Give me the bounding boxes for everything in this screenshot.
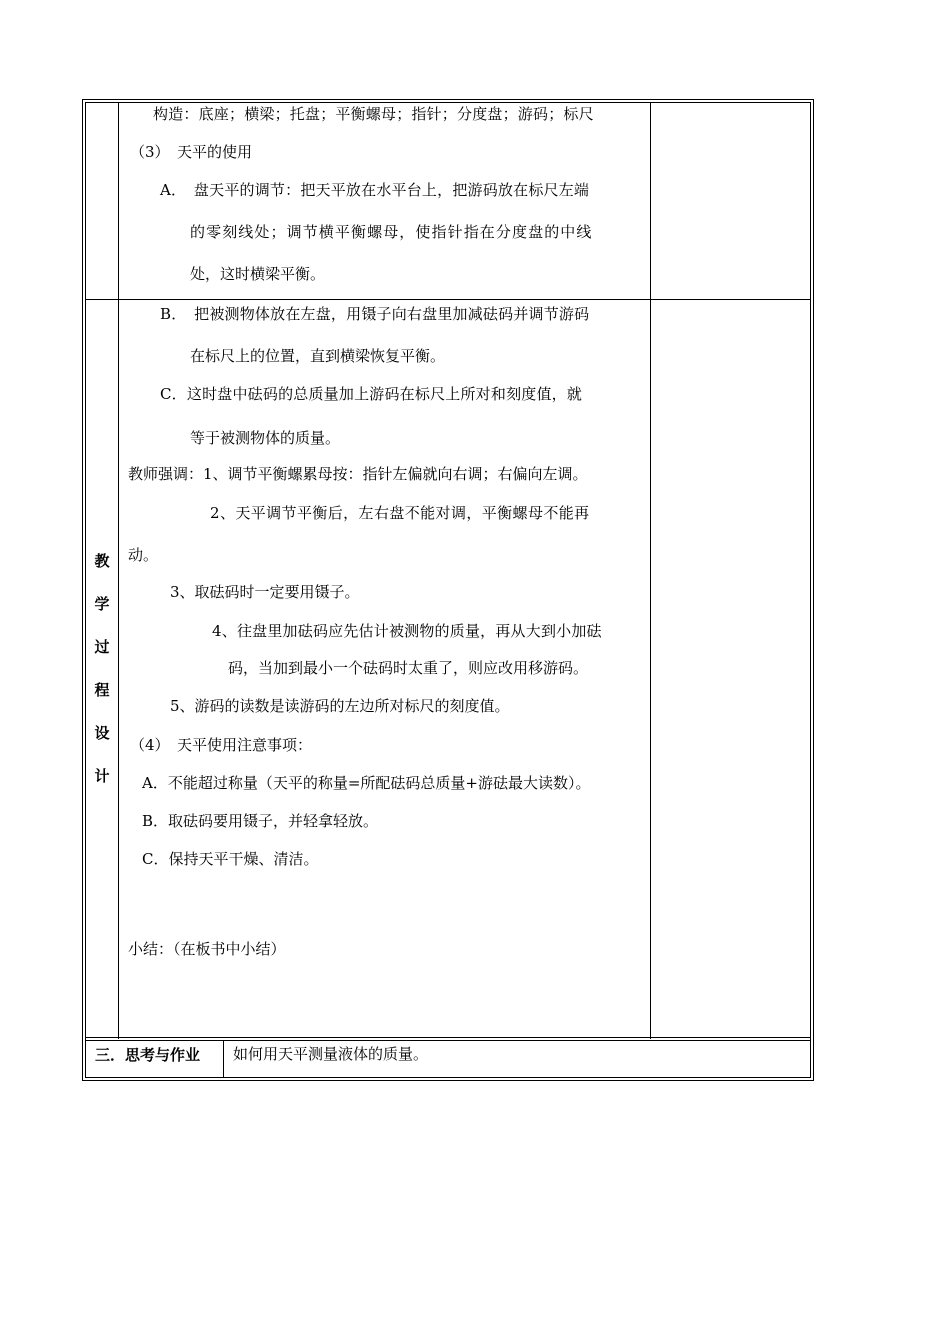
summary-line: 小结：（在板书中小结） (128, 940, 286, 958)
homework-label: 三．思考与作业 (95, 1046, 201, 1064)
teacher-emphasis-3: 3、取砝码时一定要用镊子。 (170, 583, 360, 601)
teacher-emphasis-4-cont: 码，当加到最小一个砝码时太重了，则应改用移游码。 (228, 659, 589, 677)
step-b-line1: B． 把被测物体放在左盘，用镊子向右盘里加减砝码并调节游码 (160, 305, 590, 323)
side-label-char: 过 (94, 638, 110, 656)
teacher-emphasis-5: 5、游码的读数是读游码的左边所对标尺的刻度值。 (170, 697, 510, 715)
table-border-left (82, 99, 83, 1081)
table-border-top-inner (85, 102, 811, 103)
precaution-c: C．保持天平干燥、清洁。 (142, 850, 319, 868)
teacher-emphasis-4: 4、往盘里加砝码应先估计被测物的质量，再从大到小加砝 (212, 622, 602, 640)
teacher-emphasis-2-cont: 动。 (128, 546, 159, 564)
row-divider-2b (85, 1040, 811, 1041)
table-border-right-inner (810, 102, 811, 1078)
step-c-line1: C．这时盘中砝码的总质量加上游码在标尺上所对和刻度值，就 (160, 385, 583, 403)
side-label-char: 计 (94, 767, 110, 785)
column-divider-right (650, 102, 651, 1039)
precaution-a: A．不能超过称量（天平的称量=所配砝码总质量+游砝最大读数）。 (142, 774, 591, 792)
side-label-teaching-process (86, 540, 118, 798)
table-border-top (82, 99, 814, 100)
side-label-char: 程 (94, 681, 110, 699)
homework-column-divider (223, 1040, 224, 1077)
side-label-char: 学 (94, 595, 110, 613)
table-border-right (813, 99, 814, 1081)
step-b-line2: 在标尺上的位置，直到横梁恢复平衡。 (190, 347, 446, 365)
row-divider-1 (85, 299, 811, 300)
homework-content: 如何用天平测量液体的质量。 (233, 1045, 429, 1063)
side-label-char: 设 (94, 724, 110, 742)
teacher-emphasis-1: 教师强调：1、调节平衡螺累母按：指针左偏就向右调；右偏向左调。 (128, 465, 588, 483)
precautions-heading: （4） 天平使用注意事项： (130, 736, 313, 754)
table-border-bottom-inner (85, 1077, 811, 1078)
side-label-char: 教 (94, 552, 110, 570)
step-a-line2: 的零刻线处；调节横平衡螺母，使指针指在分度盘的中线 (190, 223, 593, 241)
usage-heading: （3） 天平的使用 (130, 143, 253, 161)
teacher-emphasis-2: 2、天平调节平衡后，左右盘不能对调，平衡螺母不能再 (210, 504, 590, 522)
precaution-b: B．取砝码要用镊子，并轻拿轻放。 (142, 812, 379, 830)
step-a-line1: A． 盘天平的调节：把天平放在水平台上，把游码放在标尺左端 (160, 181, 590, 199)
structure-line: 构造：底座；横梁；托盘；平衡螺母；指针；分度盘；游码；标尺 (153, 105, 594, 123)
step-c-line2: 等于被测物体的质量。 (190, 429, 341, 447)
step-a-line3: 处，这时横梁平衡。 (190, 265, 326, 283)
column-divider-left (118, 102, 119, 1039)
table-border-bottom (82, 1080, 814, 1081)
row-divider-2 (85, 1037, 811, 1038)
